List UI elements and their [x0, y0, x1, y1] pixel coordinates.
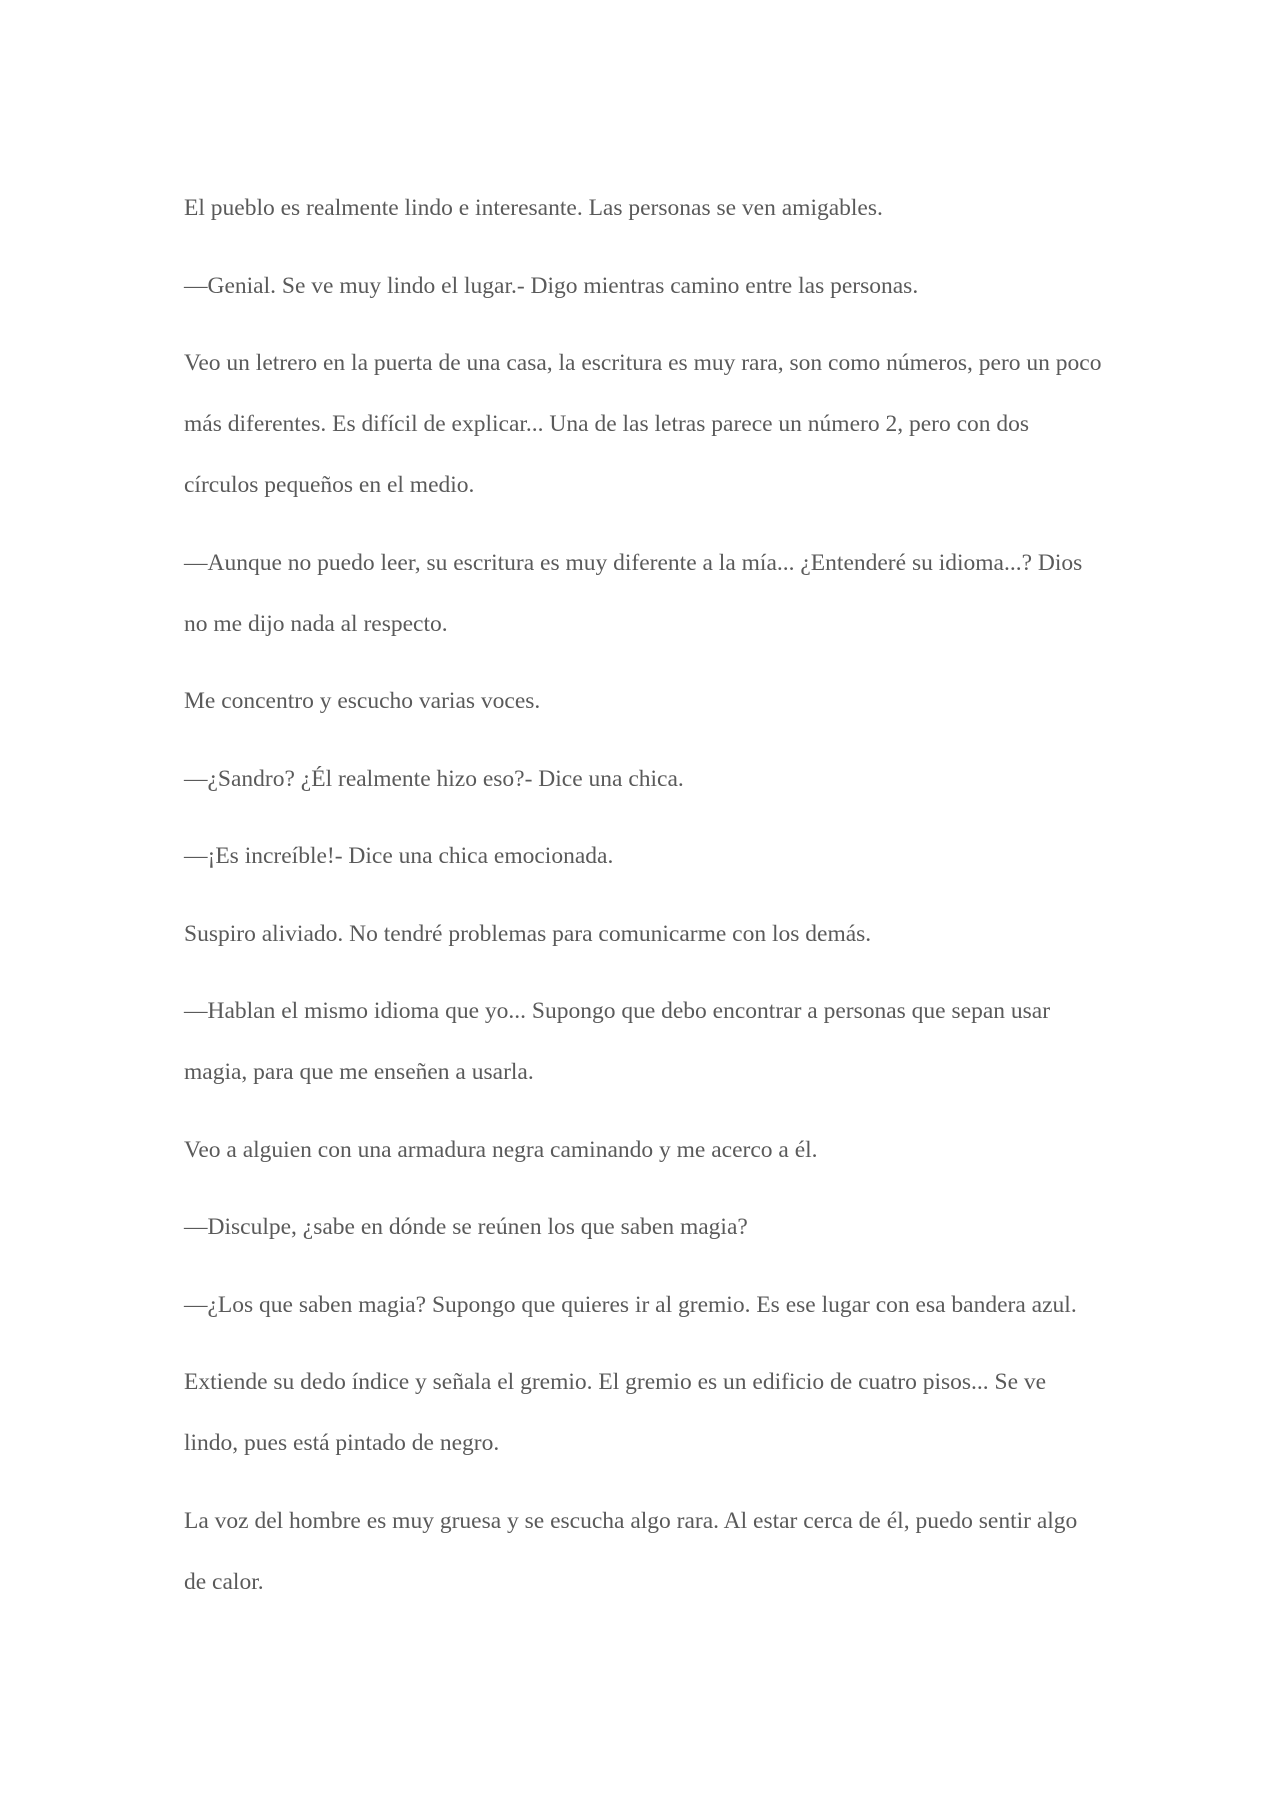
paragraph-14: La voz del hombre es muy gruesa y se escucha algo rara. Al estar cerca de él, puedo sentir algo de calor. [184, 1507, 1078, 1595]
paragraph-13: Extiende su dedo índice y señala el gremio. El gremio es un edificio de cuatro pisos... Se ve lindo, pues está pintado de negro. [184, 1369, 1047, 1456]
paragraph-6: —¿Sandro? ¿Él realmente hizo eso?- Dice una chica. [184, 765, 684, 792]
paragraph-2: —Genial. Se ve muy lindo el lugar.- Digo mientras camino entre las personas. [184, 272, 919, 299]
paragraph-3: Veo un letrero en la puerta de una casa, la escritura es muy rara, son como números, pero un poco más diferentes. Es difícil de explicar... Una de las letras parece un número 2, pero con dos círculos pequeños en el medio. [184, 350, 1102, 498]
paragraph-8: Suspiro aliviado. No tendré problemas para comunicarme con los demás. [184, 920, 872, 947]
paragraph-4: —Aunque no puedo leer, su escritura es muy diferente a la mía... ¿Entenderé su idioma...? Dios no me dijo nada al respecto. [184, 549, 1083, 637]
paragraph-1: El pueblo es realmente lindo e interesante. Las personas se ven amigables. [184, 195, 883, 221]
paragraph-11: —Disculpe, ¿sabe en dónde se reúnen los que saben magia? [184, 1214, 748, 1240]
document-page [184, 178, 1104, 1629]
paragraph-10: Veo a alguien con una armadura negra caminando y me acerco a él. [184, 1136, 818, 1163]
paragraph-7: —¡Es increíble!- Dice una chica emocionada. [184, 843, 614, 869]
paragraph-5: Me concentro y escucho varias voces. [184, 688, 541, 714]
paragraph-12: —¿Los que saben magia? Supongo que quieres ir al gremio. Es ese lugar con esa bandera azul. [184, 1291, 1077, 1318]
paragraph-9: —Hablan el mismo idioma que yo... Supongo que debo encontrar a personas que sepan usar magia, para que me enseñen a usarla. [184, 998, 1051, 1085]
